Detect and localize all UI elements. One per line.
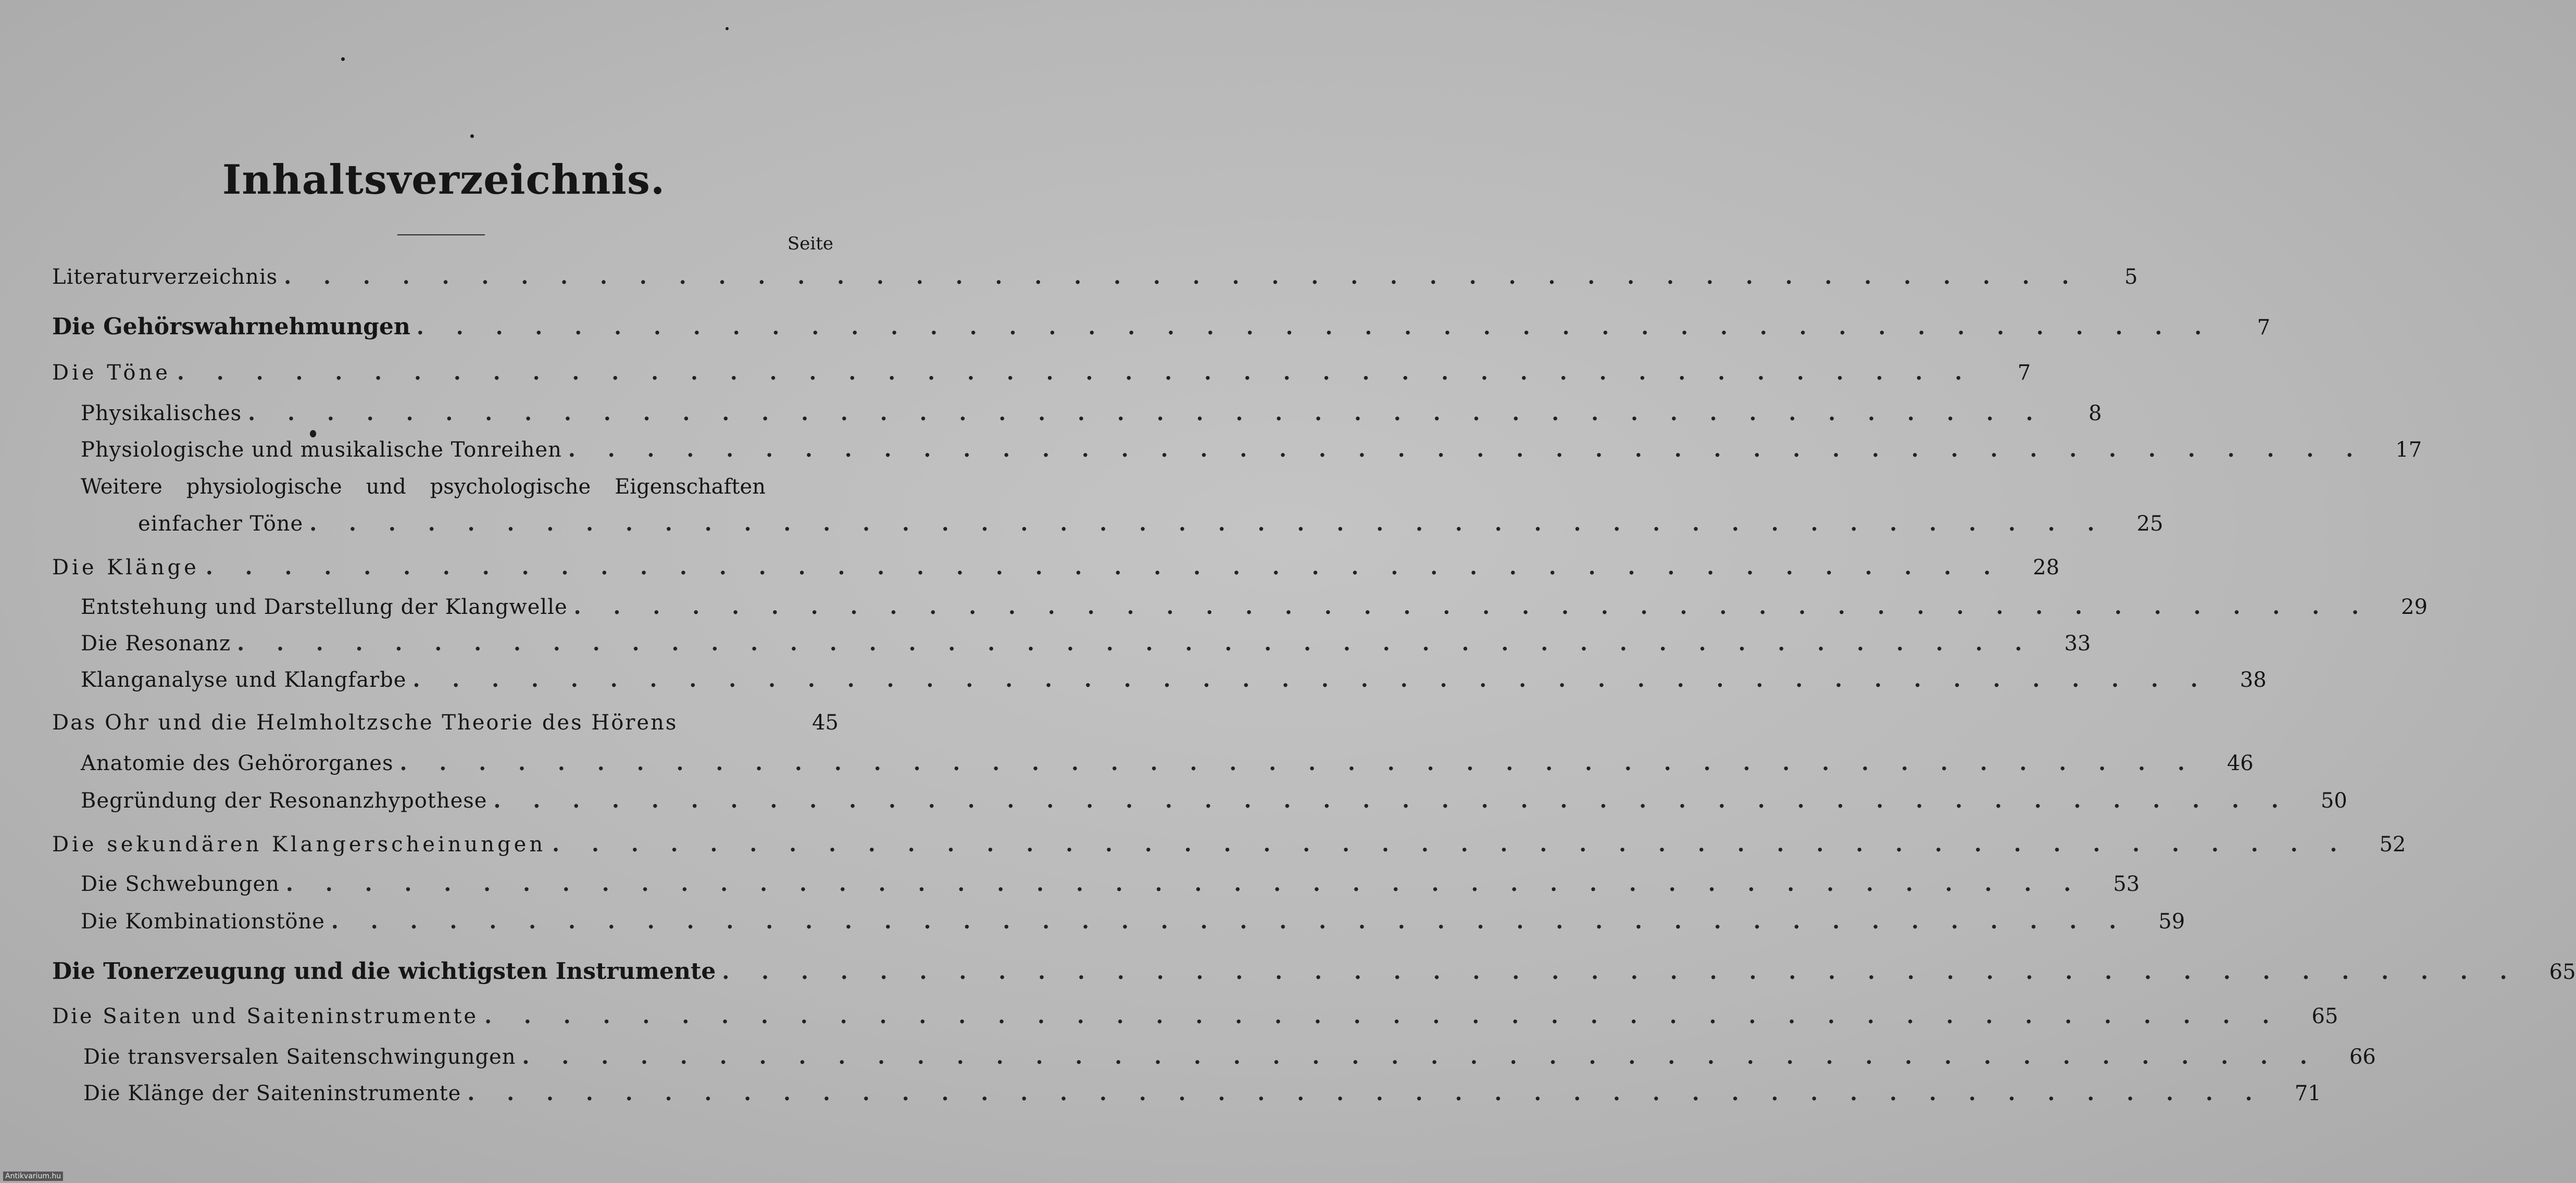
toc-leader: . . . . . . . . . . . . . . . . . . . . . . . . . . . . . . . . . . . . . . . . . . . . . . bbox=[412, 668, 2210, 692]
toc-entry bbox=[81, 788, 2347, 813]
toc-chapter bbox=[52, 555, 2060, 580]
toc-entry-label: Die Saiten und Saiteninstrumente bbox=[52, 1004, 479, 1028]
toc-entry-label: Die Tonerzeugung und die wichtigsten Instrumente bbox=[52, 958, 716, 985]
toc-leader: . . . . . . . . . . . . . . . . . . . . . . . . . . . . . . . . . . . . . . . . . . . . . . bbox=[309, 511, 2107, 536]
toc-entry-label: Entstehung und Darstellung der Klangwelle bbox=[81, 595, 568, 619]
toc-leader: . . . . . . . . . . . . . . . . . . . . . . . . . . . . . . . . . . . . . . . . . . . . . . bbox=[177, 360, 1975, 385]
toc-entry bbox=[81, 909, 2185, 934]
toc-leader: . . . . . . . . . . . . . . . . . . . . . . . . . . . . . . . . . . . . . . . . . . . . . . bbox=[205, 555, 2004, 580]
toc-entry-label: Das Ohr und die Helmholtzsche Theorie des Hörens bbox=[52, 711, 678, 735]
toc-entry-page: 29 bbox=[2401, 595, 2428, 619]
toc-leader: . . . . . . . . . . . . . . . . . . . . . . . . . . . . . . . . . . . . . . . . . . . . . . bbox=[522, 1044, 2320, 1069]
toc-entry-label: Physikalisches bbox=[81, 401, 242, 425]
toc-entry-label: Begründung der Resonanzhypothese bbox=[81, 789, 487, 813]
toc-leader: . . . . . . . . . . . . . . . . . . . . . . . . . . . . . . . . . . . . . . . . . . . . . . bbox=[552, 832, 2350, 857]
toc-entry-page: 52 bbox=[2379, 833, 2406, 857]
toc-leader: . . . . . . . . . . . . . . . . . . . . . . . . . . . . . . . . . . . . . . . . . . . . . . bbox=[568, 437, 2366, 462]
toc-entry-page: 17 bbox=[2395, 438, 2422, 462]
toc-entry-page: 28 bbox=[2033, 556, 2060, 580]
toc-word: physiologische bbox=[186, 475, 342, 499]
toc-entry-page: 66 bbox=[2349, 1045, 2376, 1069]
toc-leader: . . . . . . . . . . . . . . . . . . . . . . . . . . . . . . . . . . . . . . . . . . . . . . bbox=[399, 751, 2197, 775]
toc-entry-label: Physiologische und musikalische Tonreihen bbox=[81, 438, 562, 462]
toc-entry-label: Literaturverzeichnis bbox=[52, 265, 278, 289]
toc-entry bbox=[81, 751, 2254, 776]
toc-entry-page: 65 bbox=[2311, 1004, 2339, 1028]
toc-leader: . . . . . . . . . . . . . . . . . . . . . . . . . . . . . . . . . . . . . . . . . . . . . . bbox=[722, 960, 2520, 984]
toc-word: Weitere bbox=[81, 475, 162, 499]
toc-chapter bbox=[52, 832, 2406, 857]
toc-entry-page: 46 bbox=[2227, 751, 2254, 775]
ink-speck bbox=[310, 430, 316, 437]
toc-entry-page: 33 bbox=[2064, 632, 2091, 656]
toc-entry-page: 7 bbox=[2017, 361, 2031, 385]
toc-entry-label: Die Resonanz bbox=[81, 632, 231, 656]
toc-entry-label: Anatomie des Gehörorganes bbox=[81, 751, 394, 775]
toc-entry bbox=[81, 668, 2267, 693]
toc-leader: . . . . . . . . . . . . . . . . . . . . . . . . . . . . . . . . . . . . . . . . . . . . . . bbox=[284, 265, 2082, 289]
toc-entry bbox=[81, 437, 2422, 462]
toc-entry-label: Die Klänge der Saiteninstrumente bbox=[83, 1081, 461, 1105]
toc-word: und bbox=[366, 475, 406, 499]
ink-speck bbox=[726, 27, 729, 30]
toc-leader: . . . . . . . . . . . . . . . . . . . . . . . . . . . . . . . . . . . . . . . . . . . . . . bbox=[484, 1004, 2282, 1028]
page-title: Inhaltsverzeichnis. bbox=[222, 156, 666, 204]
ink-speck bbox=[341, 57, 345, 61]
toc-chapter bbox=[52, 360, 2031, 385]
toc-leader: . . . . . . . . . . . . . . . . . . . . . . . . . . . . . . . . . . . . . . . . . . . . . . bbox=[248, 401, 2046, 425]
toc-section-heading bbox=[52, 958, 2576, 986]
toc-entry-page: 65 bbox=[2549, 960, 2576, 984]
toc-leader: . . . . . . . . . . . . . . . . . . . . . . . . . . . . . . . . . . . . . . . . . . . . . . bbox=[285, 872, 2084, 896]
page-column-header: Seite bbox=[787, 233, 833, 254]
toc-entry-page: 53 bbox=[2113, 872, 2140, 896]
toc-chapter bbox=[52, 710, 839, 735]
toc-entry-page: 45 bbox=[812, 711, 839, 735]
toc-entry-label: Die transversalen Saitenschwingungen bbox=[83, 1045, 516, 1069]
toc-chapter bbox=[52, 1004, 2339, 1029]
toc-entry bbox=[81, 872, 2140, 897]
toc-entry-page: 71 bbox=[2294, 1081, 2321, 1105]
toc-entry-label: Die Kombinationstöne bbox=[81, 910, 325, 934]
toc-leader: . . . . . . . . . . . . . . . . . . . . . . . . . . . . . . . . . . . . . . . . . . . . . . bbox=[237, 631, 2035, 656]
toc-entry bbox=[83, 1081, 2321, 1106]
toc-entry-page: 38 bbox=[2240, 668, 2267, 692]
toc-entry bbox=[81, 631, 2091, 656]
toc-entry-page: 50 bbox=[2320, 789, 2347, 813]
toc-entry-label: Klanganalyse und Klangfarbe bbox=[81, 668, 407, 692]
toc-entry-page: 8 bbox=[2088, 401, 2102, 425]
toc-leader: . . . . . . . . . . . . . . . . . . . . . . . . . . . . . . . . . . . . . . . . . . . . . . bbox=[493, 788, 2291, 813]
toc-entry bbox=[52, 265, 2138, 290]
toc-entry bbox=[138, 511, 2164, 536]
toc-entry bbox=[81, 401, 2102, 426]
toc-section-heading bbox=[52, 313, 2271, 341]
toc-leader: . . . . . . . . . . . . . . . . . . . . . . . . . . . . . . . . . . . . . . . . . . . . . . bbox=[467, 1081, 2265, 1105]
ink-speck bbox=[470, 134, 474, 138]
toc-entry-wrapped-line bbox=[81, 475, 766, 499]
toc-entry bbox=[81, 595, 2428, 620]
toc-entry bbox=[83, 1044, 2376, 1069]
watermark: Antikvarium.hu bbox=[3, 1172, 63, 1181]
title-divider bbox=[397, 234, 485, 235]
toc-leader: . . . . . . . . . . . . . . . . . . . . . . . . . . . . . . . . . . . . . . . . . . . . . . bbox=[573, 595, 2371, 619]
toc-entry-page: 5 bbox=[2124, 265, 2138, 289]
toc-entry-label: einfacher Töne bbox=[138, 512, 304, 536]
toc-word: psychologische bbox=[430, 475, 591, 499]
toc-word: Eigenschaften bbox=[615, 475, 766, 499]
toc-entry-label: Die sekundären Klangerscheinungen bbox=[52, 833, 546, 857]
toc-entry-label: Die Gehörswahrnehmungen bbox=[52, 313, 410, 340]
toc-entry-label: Die Klänge bbox=[52, 556, 199, 580]
toc-entry-label: Die Schwebungen bbox=[81, 872, 280, 896]
toc-entry-page: 59 bbox=[2158, 910, 2185, 934]
toc-leader: . . . . . . . . . . . . . . . . . . . . . . . . . . . . . . . . . . . . . . . . . . . . . . bbox=[331, 909, 2129, 934]
toc-entry-label: Die Töne bbox=[52, 361, 171, 385]
toc-leader: . . . . . . . . . . . . . . . . . . . . . . . . . . . . . . . . . . . . . . . . . . . . . . bbox=[416, 315, 2215, 339]
toc-entry-page: 25 bbox=[2136, 512, 2164, 536]
toc-entry-page: 7 bbox=[2257, 316, 2271, 339]
